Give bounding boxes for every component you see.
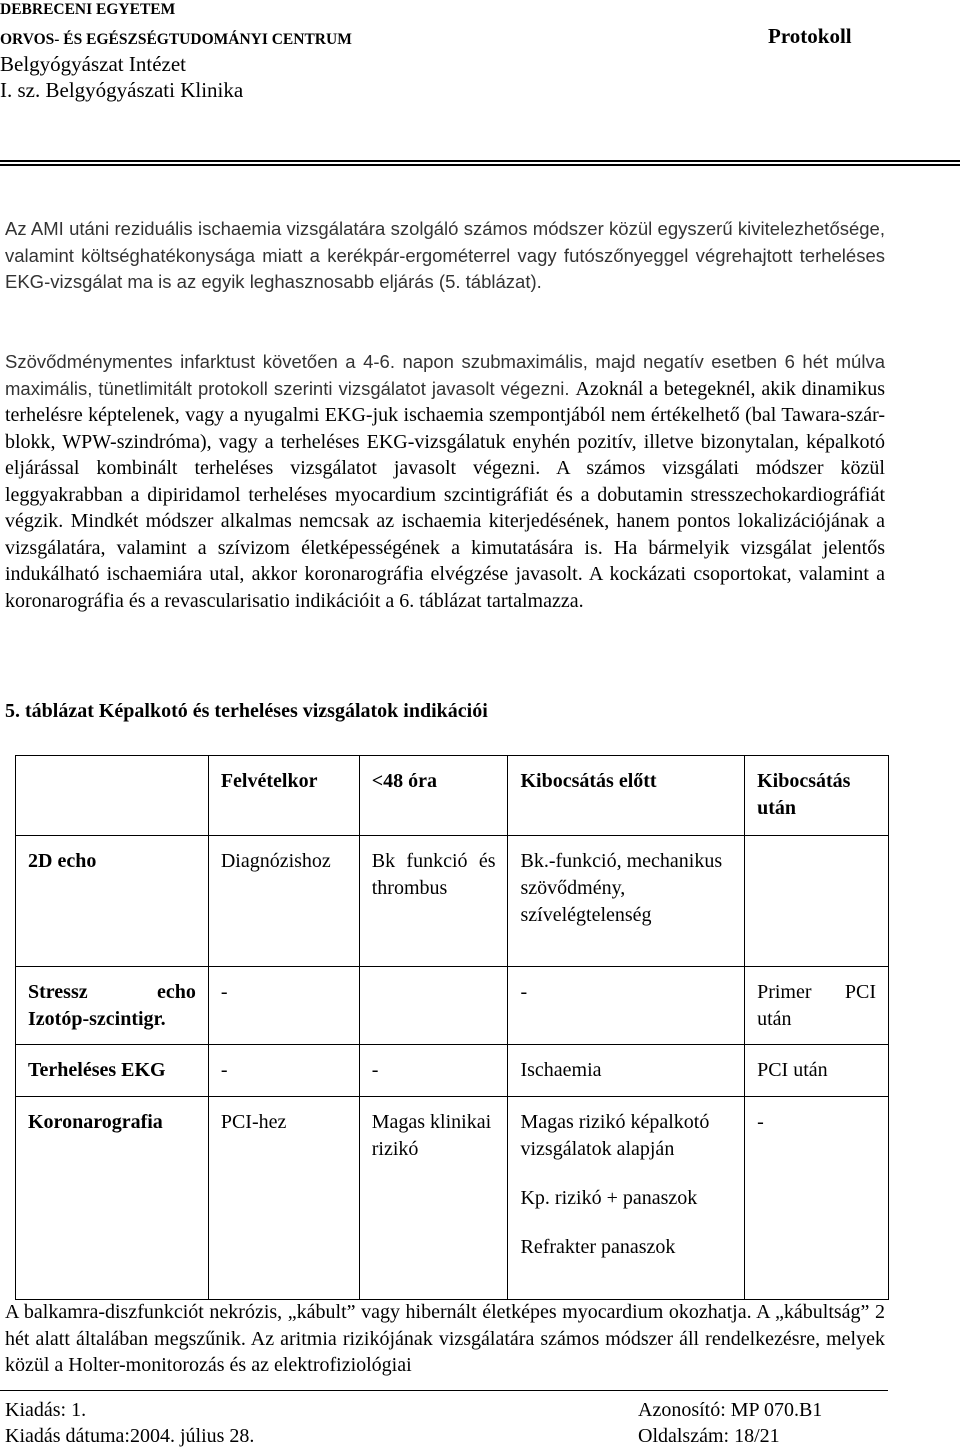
- table-row: [16, 836, 889, 967]
- cell-line: Refrakter panaszok: [520, 1236, 676, 1258]
- header-cell-48h: <48 óra: [359, 756, 508, 836]
- table-cell: Bk funkció és thrombus: [359, 836, 508, 967]
- body-paragraph-1: Az AMI utáni reziduális ischaemia vizsgálatára szolgáló számos módszer közül egyszerű kivitelezhetősége, valamint költséghatékonysága miatt a kerékpár-ergométerrel vagy futószőnyeggel végrehajtott terheléses EKG-vizsgálat ma is az egyik leghasznosabb eljárás (5. táblázat).: [5, 218, 885, 292]
- cell-line: Magas rizikó képalkotó vizsgálatok alapján: [520, 1111, 710, 1160]
- table-cell: [745, 836, 889, 967]
- clinic-name: I. sz. Belgyógyászati Klinika: [0, 78, 244, 102]
- paragraph-2-text: Szövődménymentes infarktust követően a 4-6. napon szubmaximális, majd negatív esetben 6 hét múlva maximális, tünetlimitált protokoll szerinti vizsgálatot javasolt végezni.: [5, 351, 885, 399]
- table-cell: PCI után: [745, 1045, 889, 1097]
- footer-divider: [0, 1390, 888, 1391]
- header-divider-top: [0, 160, 960, 162]
- table-cell: [508, 1097, 745, 1300]
- table-cell: PCI-hez: [208, 1097, 359, 1300]
- table-cell: -: [359, 1045, 508, 1097]
- table-cell: -: [745, 1097, 889, 1300]
- university-name: DEBRECENI EGYETEM: [0, 1, 176, 18]
- table-cell: [359, 967, 508, 1045]
- table-row: [16, 1097, 889, 1300]
- header-cell-before-discharge: Kibocsátás előtt: [508, 756, 745, 836]
- table-cell: -: [508, 967, 745, 1045]
- row-label: Koronarografia: [16, 1097, 209, 1300]
- indications-table: [15, 755, 889, 1300]
- table-cell: Magas klinikai rizikó: [359, 1097, 508, 1300]
- table-cell: Ischaemia: [508, 1045, 745, 1097]
- institute-name: Belgyógyászat Intézet: [0, 52, 187, 76]
- document-type: Protokoll: [768, 24, 852, 48]
- table-caption: 5. táblázat Képalkotó és terheléses vizsgálatok indikációi: [5, 700, 488, 722]
- paragraph-3-text: Azoknál a betegeknél, akik dinamikus terhelésre képtelenek, vagy a nyugalmi EKG-juk ischaemia szempontjából nem értékelhető (bal Tawara-szár-blokk, WPW-szindróma), vagy a terheléses EKG-vizsgálatuk enyhén pozitív, illetve bizonytalan, képalkotó eljárással kombinált terheléses vizsgálatot javasolt végezni. A számos vizsgálati módszer közül leggyakrabban a dipiridamol terheléses myocardium szcintigráfiát és a dobutamin stresszechokardiográfiát végzik. Mindkét módszer alkalmas nemcsak az ischaemia kiterjedésének, hanem pontos lokalizációjának a vizsgálatára, valamint a szívizom életképességének a kimutatására is. Ha bármelyik vizsgálat jelentős indukálható ischaemiára utal, akkor koronarográfia elvégzése javasolt. A kockázati csoportokat, valamint a koronarográfia és a revascularisatio indikációit a 6. táblázat tartalmazza.: [5, 377, 886, 612]
- header-cell-empty: [16, 756, 209, 836]
- center-name: ORVOS- ÉS EGÉSZSÉGTUDOMÁNYI CENTRUM: [0, 31, 352, 48]
- header-cell-admission: Felvételkor: [208, 756, 359, 836]
- row-label: Terheléses EKG: [16, 1045, 209, 1097]
- table-row: [16, 1045, 889, 1097]
- table-header-row: [16, 756, 889, 836]
- table-cell: Bk.-funkció, mechanikus szövődmény, szívelégtelenség: [508, 836, 745, 967]
- table-cell: Primer PCI után: [745, 967, 889, 1045]
- row-label: 2D echo: [16, 836, 209, 967]
- table-cell: Diagnózishoz: [208, 836, 359, 967]
- footer-issue: Kiadás: 1.: [5, 1399, 87, 1421]
- body-paragraph-2: [5, 349, 885, 614]
- table-row: [16, 967, 889, 1045]
- header-divider-bottom: [0, 164, 960, 166]
- footer-page-number: Oldalszám: 18/21: [638, 1425, 780, 1447]
- table-cell: -: [208, 967, 359, 1045]
- table-cell: -: [208, 1045, 359, 1097]
- footer-issue-date: Kiadás dátuma:2004. július 28.: [5, 1425, 255, 1447]
- footer-identifier: Azonosító: MP 070.B1: [638, 1399, 823, 1421]
- cell-line: Kp. rizikó + panaszok: [520, 1187, 698, 1209]
- header-cell-after-discharge: Kibocsátás után: [745, 756, 889, 836]
- row-label: Stressz echo Izotóp-szcintigr.: [16, 967, 209, 1045]
- after-table-paragraph: A balkamra-diszfunkciót nekrózis, „kábult” vagy hibernált életképes myocardium okozhatja. A „kábultság” 2 hét alatt általában megszűnik. Az aritmia rizikójának vizsgálatára számos módszer áll rendelkezésre, melyek közül a Holter-monitorozás és az elektrofiziológiai: [5, 1301, 885, 1376]
